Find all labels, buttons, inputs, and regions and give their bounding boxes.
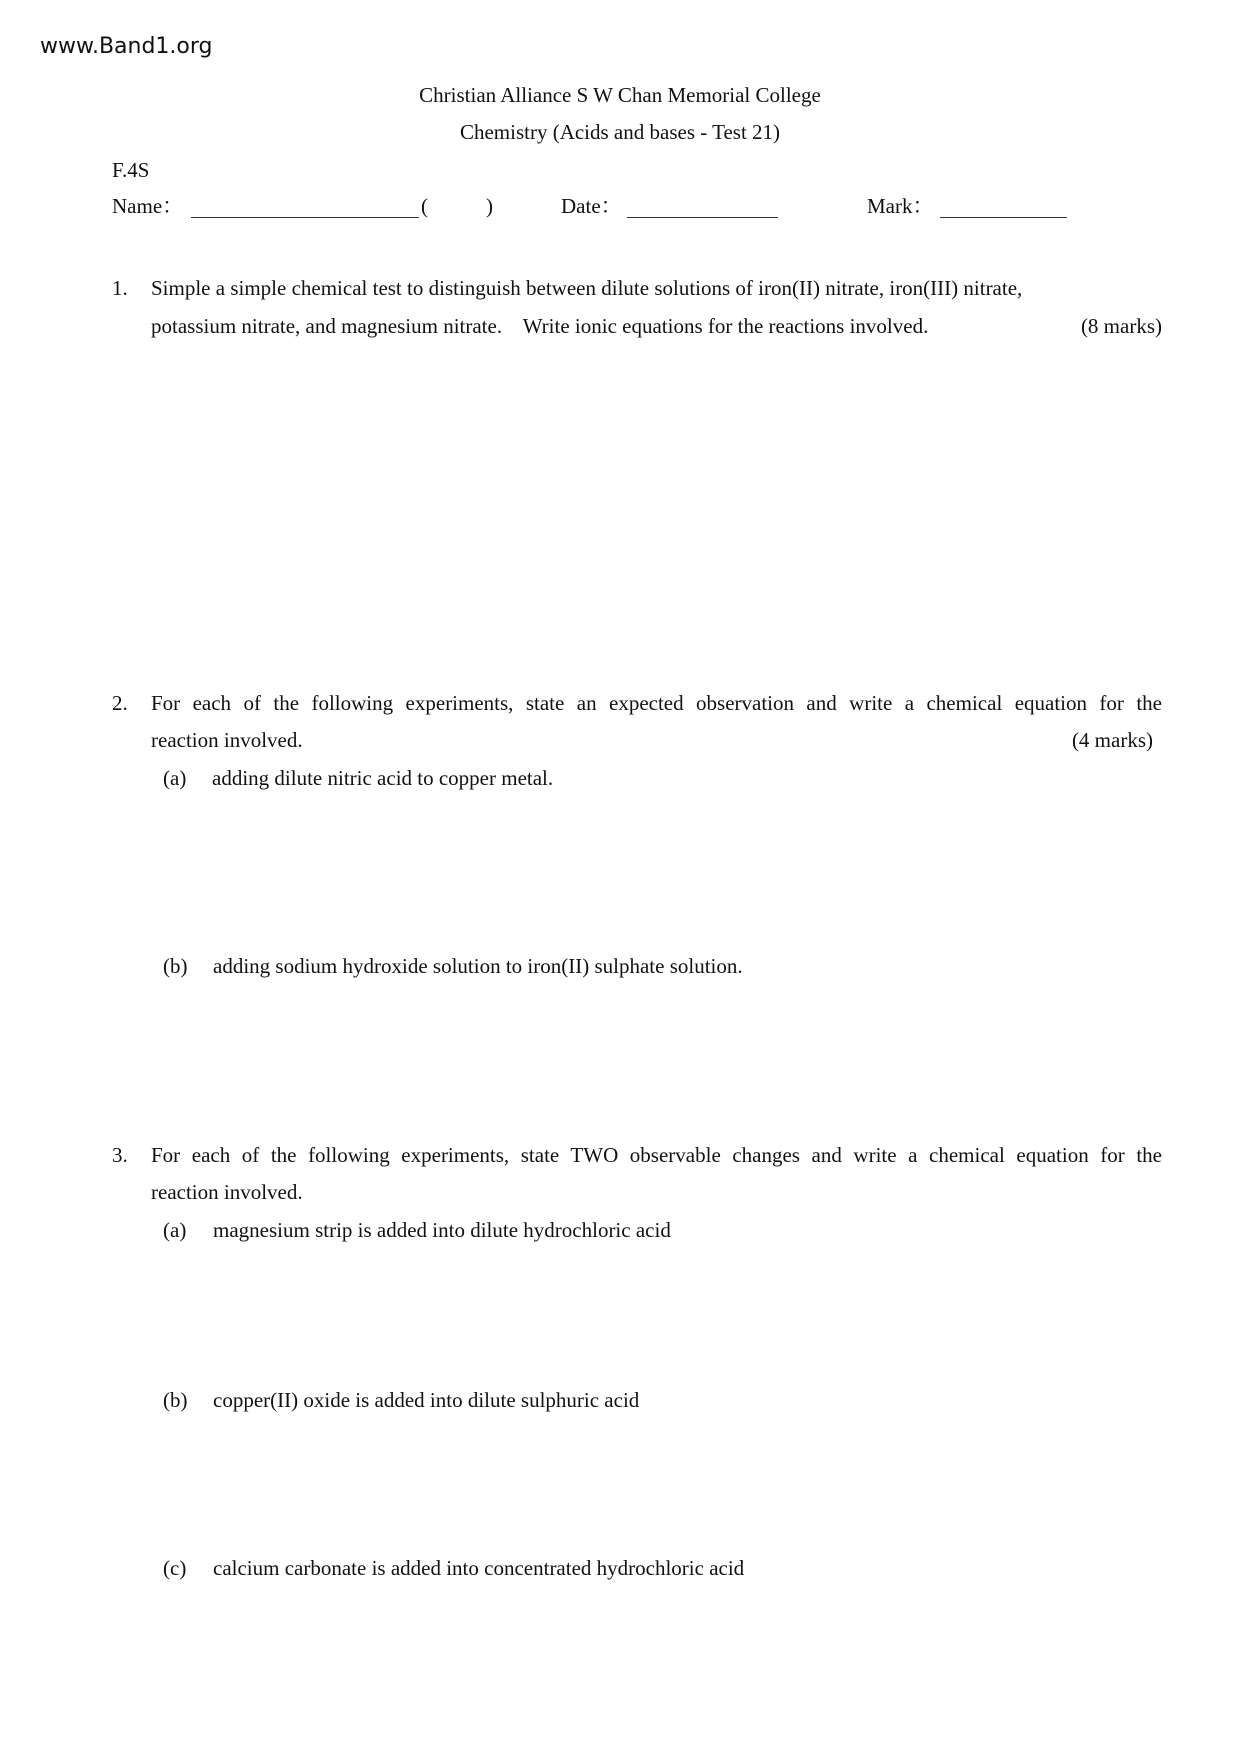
watermark: www.Band1.org (40, 34, 213, 59)
q2a-text: adding dilute nitric acid to copper metal. (212, 766, 554, 790)
q3-line-2: reaction involved. (151, 1180, 303, 1204)
q1-line-2: potassium nitrate, and magnesium nitrate. Write ionic equations for the reactions involved. (151, 314, 929, 338)
date-field[interactable] (627, 217, 778, 218)
q3c-label: (c) (163, 1556, 187, 1580)
q3c-text: calcium carbonate is added into concentrated hydrochloric acid (213, 1556, 745, 1580)
school-name: Christian Alliance S W Chan Memorial College (419, 83, 821, 107)
q3a-text: magnesium strip is added into dilute hydrochloric acid (213, 1218, 671, 1242)
q3b-text: copper(II) oxide is added into dilute sulphuric acid (213, 1388, 640, 1412)
q2b-text: adding sodium hydroxide solution to iron(II) sulphate solution. (213, 954, 743, 978)
mark-label: Mark： (867, 194, 934, 218)
class-label: F.4S (112, 158, 150, 182)
q1-line-1: Simple a simple chemical test to distinguish between dilute solutions of iron(II) nitrate, iron(III) nitrate, (151, 276, 1023, 300)
q1-marks: (8 marks) (1080, 314, 1162, 338)
q3-line-1: For each of the following experiments, state TWO observable changes and write a chemical equation for the (151, 1143, 1162, 1167)
name-label: Name： (112, 194, 184, 218)
date-label: Date： (561, 194, 622, 218)
q2-line-2: reaction involved. (151, 728, 303, 752)
mark-field[interactable] (940, 217, 1067, 218)
q3-number: 3. (112, 1143, 128, 1167)
name-field[interactable] (191, 217, 419, 218)
class-number-close: ) (486, 194, 493, 218)
test-title: Chemistry (Acids and bases - Test 21) (459, 120, 781, 144)
q2-number: 2. (112, 691, 128, 715)
q3b-label: (b) (163, 1388, 188, 1412)
class-number-open: ( (421, 194, 428, 218)
q3a-label: (a) (163, 1218, 187, 1242)
q2-marks: (4 marks) (1071, 728, 1153, 752)
q2b-label: (b) (163, 954, 188, 978)
q2-line-1: For each of the following experiments, state an expected observation and write a chemical equation for the (151, 691, 1162, 715)
q2a-label: (a) (163, 766, 187, 790)
q1-number: 1. (112, 276, 128, 300)
